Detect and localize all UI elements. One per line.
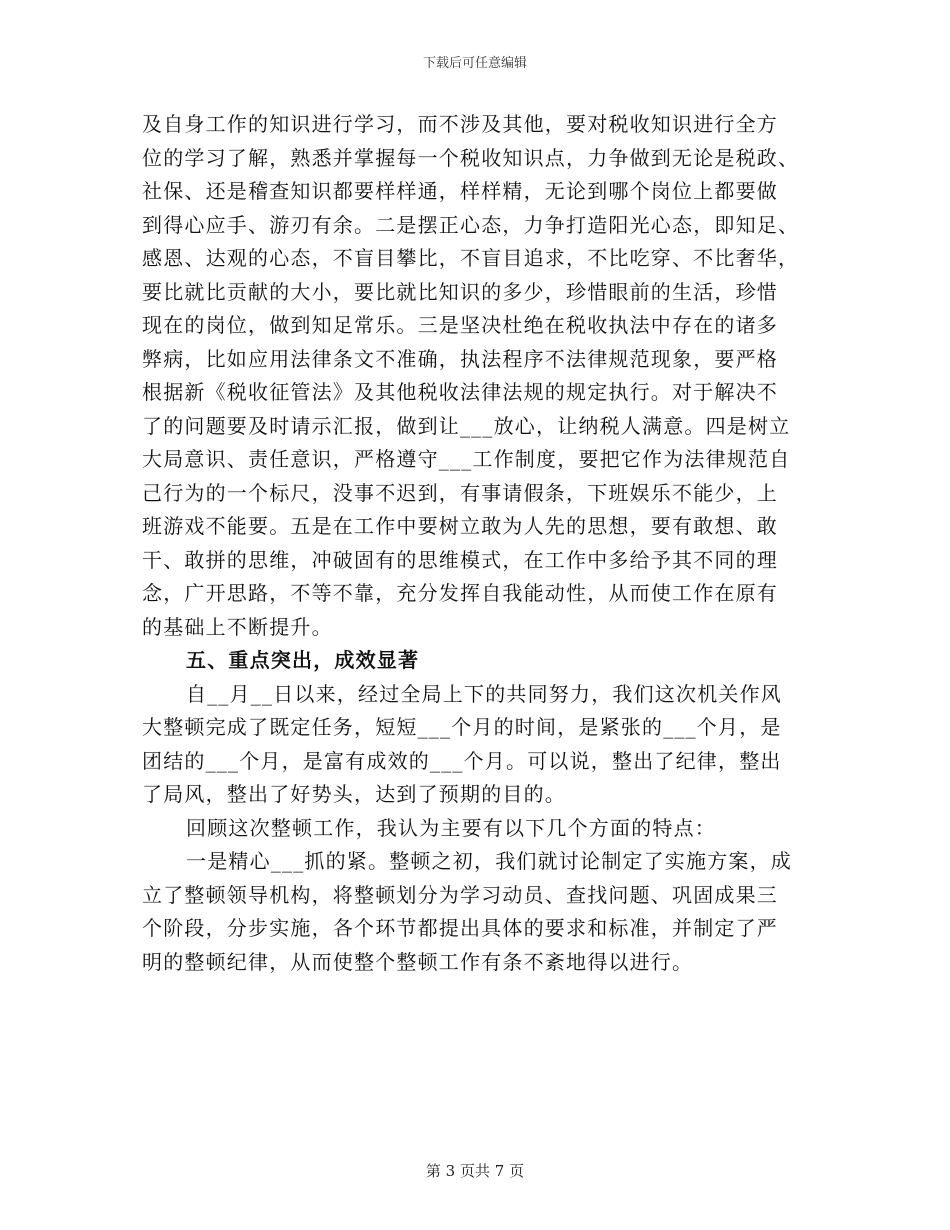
paragraph-line: 及自身工作的知识进行学习，而不涉及其他，要对税收知识进行全方 <box>142 112 778 136</box>
section-heading: 五、重点突出，成效显著 <box>186 648 420 672</box>
paragraph-line: 现在的岗位，做到知足常乐。三是坚决杜绝在税收执法中存在的诸多 <box>142 313 778 337</box>
paragraph-line: 个阶段，分步实施，各个环节都提出具体的要求和标准，并制定了严 <box>142 916 778 940</box>
paragraph-line: 到得心应手、游刃有余。二是摆正心态，力争打造阳光心态，即知足、 <box>142 212 800 237</box>
paragraph-line: 了的问题要及时请示汇报，做到让___放心，让纳税人满意。四是树立 <box>142 413 791 438</box>
document-body <box>142 108 812 979</box>
paragraph-line: 一是精心___抓的紧。整顿之初，我们就讨论制定了实施方案，成 <box>186 849 792 873</box>
paragraph-line: 回顾这次整顿工作，我认为主要有以下几个方面的特点： <box>186 815 716 840</box>
paragraph-line: 班游戏不能要。五是在工作中要树立敢为人先的思想，要有敢想、敢 <box>142 514 778 538</box>
paragraph-line: 明的整顿纪律，从而使整个整顿工作有条不紊地得以进行。 <box>142 949 694 974</box>
paragraph-line: 干、敢拼的思维，冲破固有的思维模式，在工作中多给予其不同的理 <box>142 547 778 572</box>
paragraph-line: 立了整顿领导机构，将整顿划分为学习动员、查找问题、巩固成果三 <box>142 882 778 907</box>
paragraph-line: 了局风，整出了好势头，达到了预期的目的。 <box>142 782 566 806</box>
paragraph-line: 大整顿完成了既定任务，短短___个月的时间，是紧张的___个月，是 <box>142 715 782 739</box>
paragraph-line: 感恩、达观的心态，不盲目攀比，不盲目追求，不比吃穿、不比奢华， <box>142 246 800 270</box>
paragraph-line: 位的学习了解，熟悉并掌握每一个税收知识点，力争做到无论是税政、 <box>142 145 800 170</box>
paragraph-line: 弊病，比如应用法律条文不准确，执法程序不法律规范现象，要严格 <box>142 346 778 371</box>
page-header: 下载后可任意编辑 <box>422 56 527 71</box>
paragraph-line: 社保、还是稽查知识都要样样通，样样精，无论到哪个岗位上都要做 <box>142 179 778 203</box>
paragraph-line: 自__月__日以来，经过全局上下的共同努力，我们这次机关作风 <box>186 681 782 706</box>
page-footer: 第 3 页共 7 页 <box>425 1162 525 1180</box>
paragraph-line: 根据新《税收征管法》及其他税收法律法规的规定执行。对于解决不 <box>142 380 778 404</box>
paragraph-line: 团结的___个月，是富有成效的___个月。可以说，整出了纪律，整出 <box>142 748 782 773</box>
paragraph-line: 己行为的一个标尺，没事不迟到，有事请假条，下班娱乐不能少，上 <box>142 480 778 505</box>
paragraph-line: 的基础上不断提升。 <box>142 614 333 639</box>
paragraph-line: 大局意识、责任意识，严格遵守___工作制度，要把它作为法律规范自 <box>142 447 791 471</box>
paragraph-line: 要比就比贡献的大小，要比就比知识的多少，珍惜眼前的生活，珍惜 <box>142 279 778 304</box>
paragraph-line: 念，广开思路，不等不靠，充分发挥自我能动性，从而使工作在原有 <box>142 581 778 605</box>
